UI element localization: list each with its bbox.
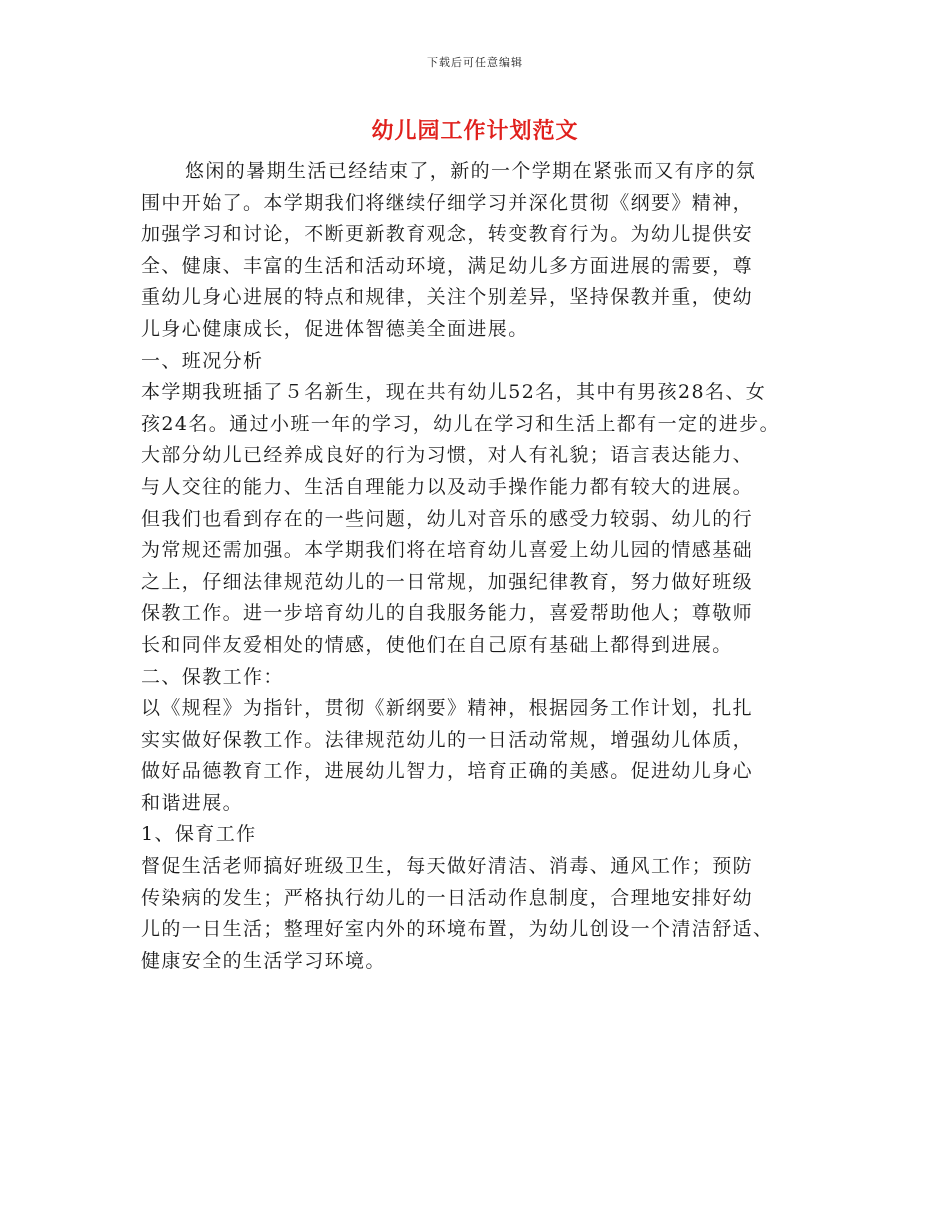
subsection-heading: 1、保育工作	[141, 823, 257, 846]
header-note: 下载后可任意编辑	[427, 56, 523, 69]
paragraph-line: 健康安全的生活学习环境。	[141, 949, 386, 972]
paragraph-line: 做好品德教育工作，进展幼儿智力，培育正确的美感。促进幼儿身心	[141, 760, 754, 783]
paragraph-line: 实实做好保教工作。法律规范幼儿的一日活动常规，增强幼儿体质，	[141, 728, 754, 751]
paragraph-line: 之上，仔细法律规范幼儿的一日常规，加强纪律教育，努力做好班级	[141, 570, 754, 593]
paragraph-line: 儿身心健康成长，促进体智德美全面进展。	[141, 317, 529, 340]
paragraph-line: 保教工作。进一步培育幼儿的自我服务能力，喜爱帮助他人；尊敬师	[141, 602, 754, 625]
paragraph-line: 悠闲的暑期生活已经结束了，新的一个学期在紧张而又有序的氛	[185, 160, 757, 182]
paragraph-line: 本学期我班插了５名新生，现在共有幼儿52名，其中有男孩28名、女	[141, 381, 767, 404]
paragraph-line: 重幼儿身心进展的特点和规律，关注个别差异，坚持保教并重，使幼	[141, 286, 754, 309]
section-heading: 二、保教工作：	[141, 665, 284, 688]
paragraph-line: 全、健康、丰富的生活和活动环境，满足幼儿多方面进展的需要，尊	[141, 254, 754, 277]
paragraph-line: 但我们也看到存在的一些问题，幼儿对音乐的感受力较弱、幼儿的行	[141, 507, 754, 530]
paragraph-line: 与人交往的能力、生活自理能力以及动手操作能力都有较大的进展。	[141, 475, 754, 498]
paragraph-line: 督促生活老师搞好班级卫生，每天做好清洁、消毒、通风工作；预防	[141, 855, 754, 878]
paragraph-line: 围中开始了。本学期我们将继续仔细学习并深化贯彻《纲要》精神，	[141, 191, 754, 214]
paragraph-line: 加强学习和讨论，不断更新教育观念，转变教育行为。为幼儿提供安	[141, 223, 754, 246]
paragraph-line: 大部分幼儿已经养成良好的行为习惯，对人有礼貌；语言表达能力、	[141, 444, 754, 467]
document-body	[141, 156, 821, 977]
paragraph-line: 和谐进展。	[141, 791, 244, 814]
paragraph-line: 以《规程》为指针，贯彻《新纲要》精神，根据园务工作计划，扎扎	[141, 697, 754, 720]
paragraph-line: 长和同伴友爱相处的情感，使他们在自己原有基础上都得到进展。	[141, 633, 733, 656]
paragraph-line: 传染病的发生；严格执行幼儿的一日活动作息制度，合理地安排好幼	[141, 886, 754, 909]
section-heading: 一、班况分析	[141, 349, 264, 372]
paragraph-line: 为常规还需加强。本学期我们将在培育幼儿喜爱上幼儿园的情感基础	[141, 539, 754, 562]
paragraph-line: 儿的一日生活；整理好室内外的环境布置，为幼儿创设一个清洁舒适、	[141, 918, 774, 941]
paragraph-line: 孩24名。通过小班一年的学习，幼儿在学习和生活上都有一定的进步。	[141, 412, 780, 435]
document-title: 幼儿园工作计划范文	[371, 119, 579, 144]
